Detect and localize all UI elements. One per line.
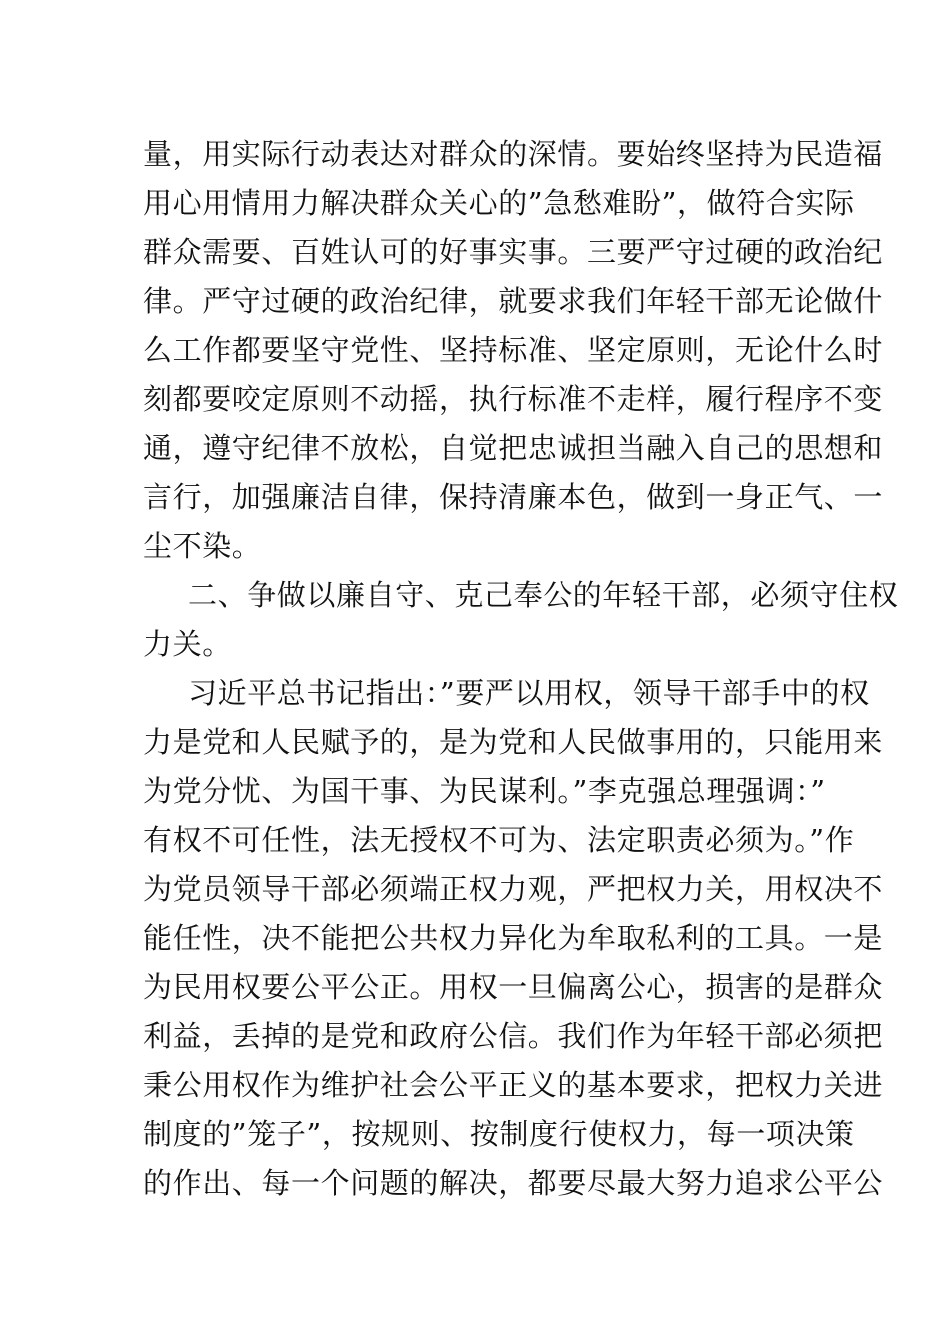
- text-line: 的作出、每一个问题的解决，都要尽最大努力追求公平公: [143, 1166, 884, 1200]
- text-line: 为党分忧、为国干事、为民谋利。”李克强总理强调：”: [143, 774, 826, 808]
- text-line: 尘不染。: [143, 529, 262, 563]
- section-heading-line: 二、争做以廉自守、克己奉公的年轻干部，必须守住权: [188, 578, 899, 612]
- text-line: 言行，加强廉洁自律，保持清廉本色，做到一身正气、一: [143, 480, 884, 514]
- text-line: 利益，丢掉的是党和政府公信。我们作为年轻干部必须把: [143, 1019, 884, 1053]
- text-line: 用心用情用力解决群众关心的”急愁难盼”，做符合实际: [143, 186, 855, 220]
- text-line: 为民用权要公平公正。用权一旦偏离公心，损害的是群众: [143, 970, 884, 1004]
- text-line: 通，遵守纪律不放松，自觉把忠诚担当融入自己的思想和: [143, 431, 884, 465]
- text-line: 秉公用权作为维护社会公平正义的基本要求，把权力关进: [143, 1068, 884, 1102]
- text-line: 群众需要、百姓认可的好事实事。三要严守过硬的政治纪: [143, 235, 884, 269]
- text-line: 量，用实际行动表达对群众的深情。要始终坚持为民造福: [143, 137, 884, 171]
- text-line: 么工作都要坚守党性、坚持标准、坚定原则，无论什么时: [143, 333, 884, 367]
- text-line: 律。严守过硬的政治纪律，就要求我们年轻干部无论做什: [143, 284, 884, 318]
- text-line: 能任性，决不能把公共权力异化为牟取私利的工具。一是: [143, 921, 884, 955]
- body-text: [143, 130, 899, 1208]
- text-line: 有权不可任性，法无授权不可为、法定职责必须为。”作: [143, 823, 855, 857]
- text-line: 力是党和人民赋予的，是为党和人民做事用的，只能用来: [143, 725, 884, 759]
- text-line: 刻都要咬定原则不动摇，执行标准不走样，履行程序不变: [143, 382, 884, 416]
- text-line: 为党员领导干部必须端正权力观，严把权力关，用权决不: [143, 872, 884, 906]
- text-line: 制度的”笼子”，按规则、按制度行使权力，每一项决策: [143, 1117, 855, 1151]
- text-line: 习近平总书记指出：”要严以用权，领导干部手中的权: [188, 676, 870, 710]
- section-heading-line: 力关。: [143, 627, 232, 661]
